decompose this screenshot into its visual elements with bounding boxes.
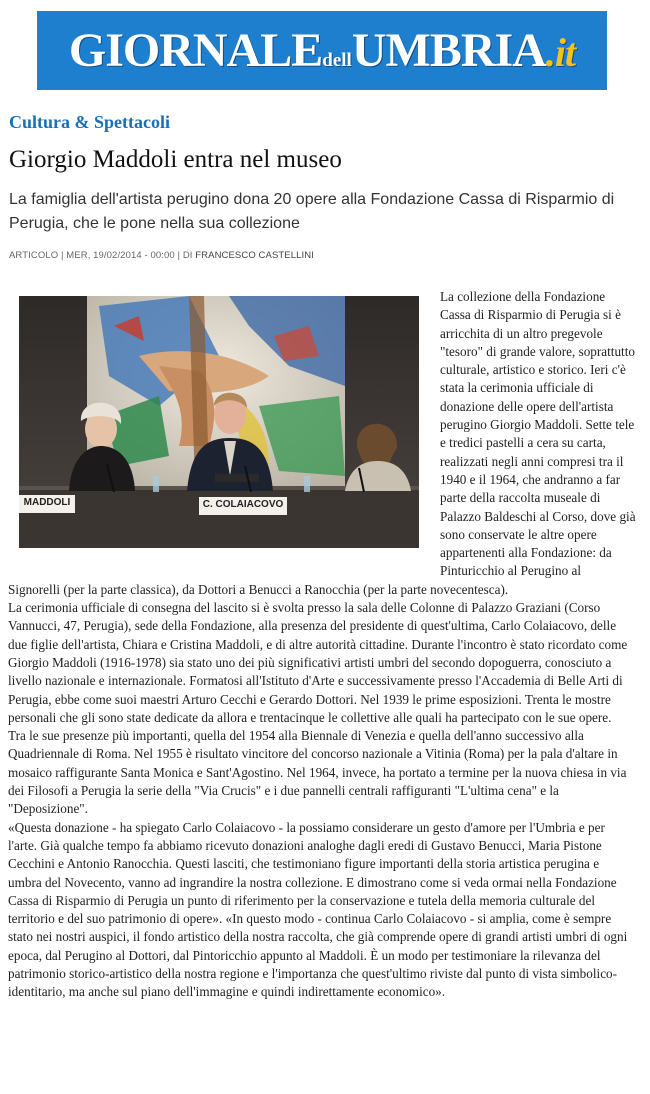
logo-word-dell: dell — [322, 49, 352, 71]
photo-float-spacer — [8, 288, 440, 565]
logo-word-giornale: GIORNALE — [68, 23, 323, 77]
nameplate-center-text: C. COLAIACOVO — [202, 499, 284, 510]
site-masthead[interactable] — [37, 11, 607, 90]
article-paragraph: La collezione della Fondazione Cassa di Risparmio di Perugia si è arricchita di un altro pregevole "tesoro" di grande valore, soprattutto culturale, artistico e storico. Ieri c'è stata la cerimonia ufficiale di donazione delle opere dell'artista perugino Giorgio Maddoli. Sette tele e tredici pastelli a cera su carta, realizzati negli anni compresi tra il 1940 e il 1964, che andranno a far parte della raccolta museale di Palazzo Baldeschi al Corso, dove già sono conservate le altre opere appartenenti alla Fondazione: da Pinturicchio al Perugino al Signorelli (per la parte classica), da Dottori a Benucci a Ranocchia (per la parte novecentesca). — [8, 289, 636, 597]
article-paragraph: Tra le sue presenze più importanti, quella del 1954 alla Biennale di Venezia e quella dell'anno successivo alla Quadriennale di Roma. Nel 1955 è risultato vincitore del concorso nazionale a Vitinia (Roma) per la pala d'altare in mosaico raffigurante Santa Monica e Sant'Agostino. Nel 1964, invece, ha portato a termine per la nuova chiesa in via dei Filosofi a Perugia la serie della "Via Crucis" e i due pannelli centrali raffiguranti "L'ultima cena" e la "Deposizione". — [8, 728, 627, 817]
meta-separator: | — [60, 250, 64, 261]
article-meta — [9, 250, 314, 261]
logo-word-umbria: UMBRIA — [351, 23, 546, 77]
article-subtitle: La famiglia dell'artista perugino dona 20 opere alla Fondazione Cassa di Risparmio di Perugia, che le pone nella sua collezione — [9, 191, 615, 232]
article-paragraph: La cerimonia ufficiale di consegna del lascito si è svolta presso la sala delle Colonne di Palazzo Graziani (Corso Vannucci, 47, Perugia), sede della Fondazione, alla presenza del presidente di quest'ultima, Carlo Colaiacovo, delle due figlie dell'artista, Chiara e Cristina Maddoli, e di altre autorità cittadine. Durante l'incontro è stato ricordato come Giorgio Maddoli (1916-1978) sia stato uno dei più significativi artisti umbri del secondo dopoguerra, conosciuto a livello nazionale e internazionale. Formatosi all'Istituto d'Arte e successivamente presso l'Accademia di Belle Arti di Perugia, ebbe come suoi maestri Arturo Cecchi e Gerardo Dottori. Nel 1939 le prime esposizioni. Trenta le mostre personali che gli sono state dedicate da allora e trentacinque le collettive alle quali ha partecipato con le sue opere. — [8, 600, 628, 725]
logo-word-it: .it — [545, 29, 576, 75]
nameplate-left-text: MADDOLI — [23, 497, 71, 508]
article-date: MER, 19/02/2014 - 00:00 — [66, 250, 175, 261]
article-paragraph: «Questa donazione - ha spiegato Carlo Colaiacovo - la possiamo considerare un gesto d'amore per l'Umbria e per l'arte. Già qualche tempo fa abbiamo ricevuto donazioni analoghe dagli eredi di Gustavo Benucci, Maria Pistone Cecchini e Antonio Ranocchia. Questi lasciti, che testimoniano figure importanti della storia artistica perugina e umbra del Novecento, vanno ad ingrandire la nostra collezione. E dimostrano come si veda ormai nella Fondazione Cassa di Risparmio di Perugia un punto di riferimento per la conservazione e tutela della memoria culturale del territorio e del suo patrimonio di opere». «In questo modo - continua Carlo Colaiacovo - si amplia, come è sempre stato nei nostri auspici, il fondo artistico della nostra raccolta, che già comprende opere di grandi artisti umbri di ogni epoca, dal Perugino al Dottori, dal Pintoricchio appunto al Maddoli. È un modo per testimoniare la rilevanza del patrimonio storico-artistico della nostra regione e l'importanza che quest'ultimo riviste dal punto di vista simbolico-identitario, ma anche sul piano dell'immagine e quindi indirettamente economico». — [8, 819, 628, 1000]
site-logo[interactable] — [68, 23, 576, 77]
article-type: ARTICOLO — [9, 250, 59, 261]
article-author-link[interactable]: FRANCESCO CASTELLINI — [195, 250, 314, 261]
article-body — [8, 288, 636, 1002]
meta-separator: | — [177, 250, 181, 261]
author-prefix: DI — [182, 250, 193, 261]
section-link[interactable]: Cultura & Spettacoli — [9, 112, 170, 132]
article-title: Giorgio Maddoli entra nel museo — [9, 146, 342, 173]
